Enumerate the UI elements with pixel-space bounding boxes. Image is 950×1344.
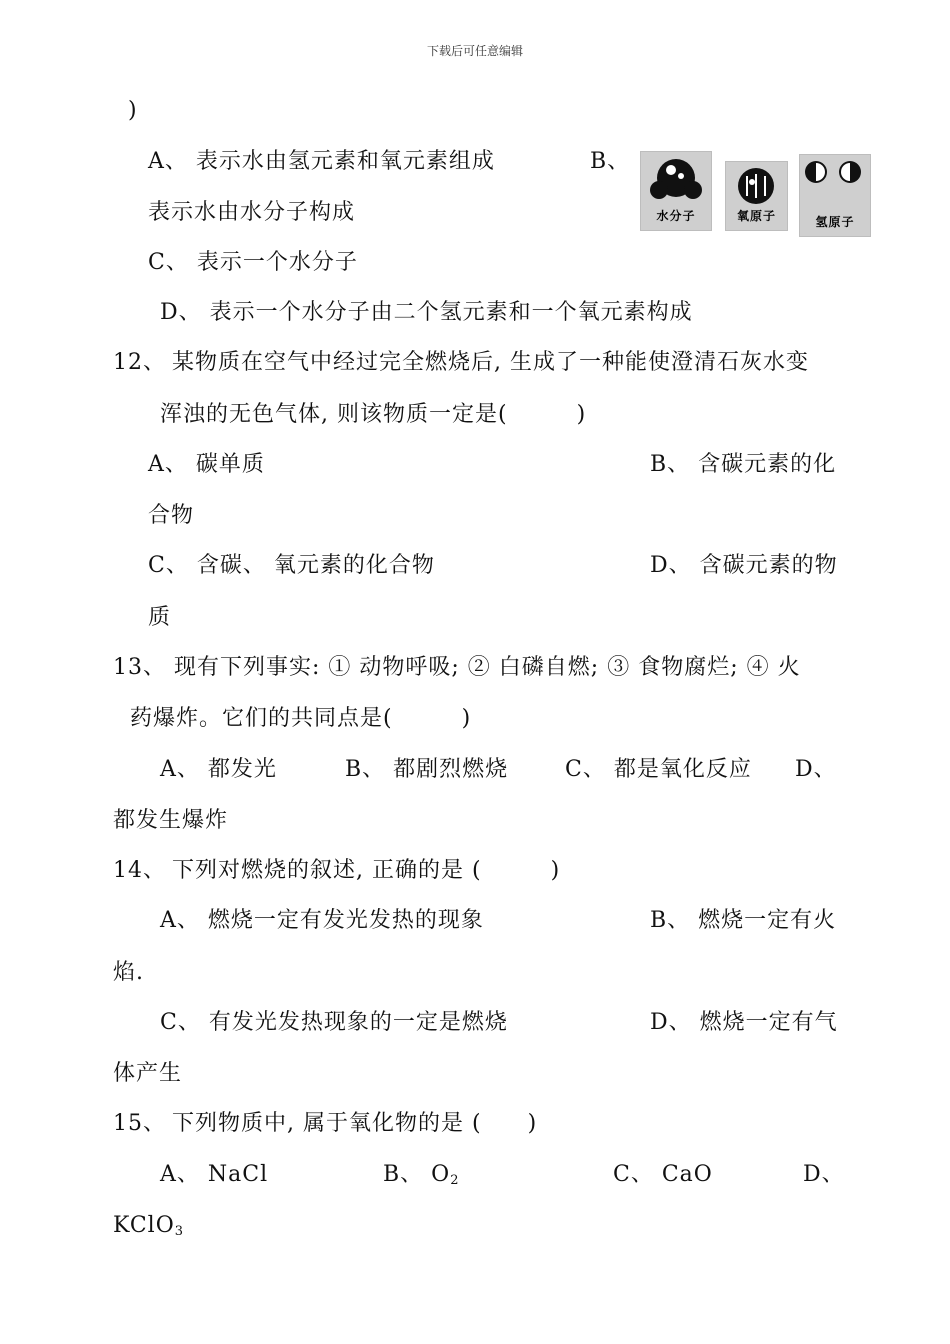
q14-option-b: B、 燃烧一定有火 xyxy=(650,908,837,933)
water-molecule-icon xyxy=(641,152,711,212)
q15-option-b-subscript: 2 xyxy=(450,1173,460,1188)
q13-stem-line1: 现有下列事实: ① 动物呼吸; ② 白磷自燃; ③ 食物腐烂; ④ 火 xyxy=(174,655,801,680)
q11-option-b-letter: B、 xyxy=(590,149,631,174)
q14-option-a: A、 燃烧一定有发光发热的现象 xyxy=(160,908,484,933)
q12-number: 12、 xyxy=(113,350,166,375)
q15-option-d: D、 xyxy=(803,1162,845,1187)
q13-stem-line2: 药爆炸。它们的共同点是( ) xyxy=(130,706,472,731)
q15-option-d-subscript: 3 xyxy=(174,1224,185,1239)
q11-option-b-text: 表示水由水分子构成 xyxy=(148,200,356,225)
q14-stem: 下列对燃烧的叙述, 正确的是 ( ) xyxy=(172,858,561,883)
q13-option-d-cont: 都发生爆炸 xyxy=(113,808,229,833)
oxygen-atom-figure xyxy=(725,161,788,231)
q14-option-d-cont: 体产生 xyxy=(113,1061,183,1086)
water-molecule-label: 水分子 xyxy=(656,209,696,223)
hydrogen-atom-figure xyxy=(799,154,871,237)
q13-option-d: D、 xyxy=(795,757,837,782)
q11-option-a: A、 表示水由氢元素和氧元素组成 xyxy=(148,149,495,174)
q12-option-a: A、 碳单质 xyxy=(148,452,265,477)
oxygen-atom-label: 氧原子 xyxy=(736,209,776,223)
q12-option-d-cont: 质 xyxy=(148,605,172,630)
q14-option-d: D、 燃烧一定有气 xyxy=(650,1010,838,1035)
q14-option-b-cont: 焰. xyxy=(113,960,144,985)
page-header: 下载后可任意编辑 xyxy=(426,44,523,58)
q15-number: 15、 xyxy=(113,1111,166,1136)
q11-option-c: C、 表示一个水分子 xyxy=(148,250,358,275)
q15-stem: 下列物质中, 属于氧化物的是 ( ) xyxy=(172,1111,538,1136)
water-molecule-figure xyxy=(640,151,712,231)
q12-stem-line2: 浑浊的无色气体, 则该物质一定是( ) xyxy=(160,402,587,427)
q14-option-c: C、 有发光发热现象的一定是燃烧 xyxy=(160,1010,508,1035)
q15-option-b xyxy=(383,1160,459,1196)
q15-option-c: C、 CaO xyxy=(613,1162,713,1187)
oxygen-atom-icon xyxy=(726,162,787,210)
q12-stem-line1: 某物质在空气中经过完全燃烧后, 生成了一种能使澄清石灰水变 xyxy=(172,350,809,375)
q11-option-d: D、 表示一个水分子由二个氢元素和一个氧元素构成 xyxy=(160,300,693,325)
q12-option-d: D、 含碳元素的物 xyxy=(650,553,838,578)
hydrogen-atom-icon xyxy=(800,155,870,195)
q12-option-c: C、 含碳、 氧元素的化合物 xyxy=(148,553,435,578)
q14-number: 14、 xyxy=(113,858,166,883)
q15-option-d-formula: KClO xyxy=(113,1213,175,1238)
q13-option-a: A、 都发光 xyxy=(160,757,277,782)
q11-close-paren: ) xyxy=(128,98,138,123)
q13-number: 13、 xyxy=(113,655,166,680)
q13-option-c: C、 都是氧化反应 xyxy=(565,757,752,782)
q15-option-b-text: B、 O xyxy=(383,1162,451,1187)
q12-option-b: B、 含碳元素的化 xyxy=(650,452,837,477)
hydrogen-atom-label: 氢原子 xyxy=(815,215,855,229)
q15-option-d-cont xyxy=(113,1211,184,1247)
q13-option-b: B、 都剧烈燃烧 xyxy=(345,757,509,782)
q15-option-a: A、 NaCl xyxy=(160,1162,269,1187)
q12-option-b-cont: 合物 xyxy=(148,503,195,528)
